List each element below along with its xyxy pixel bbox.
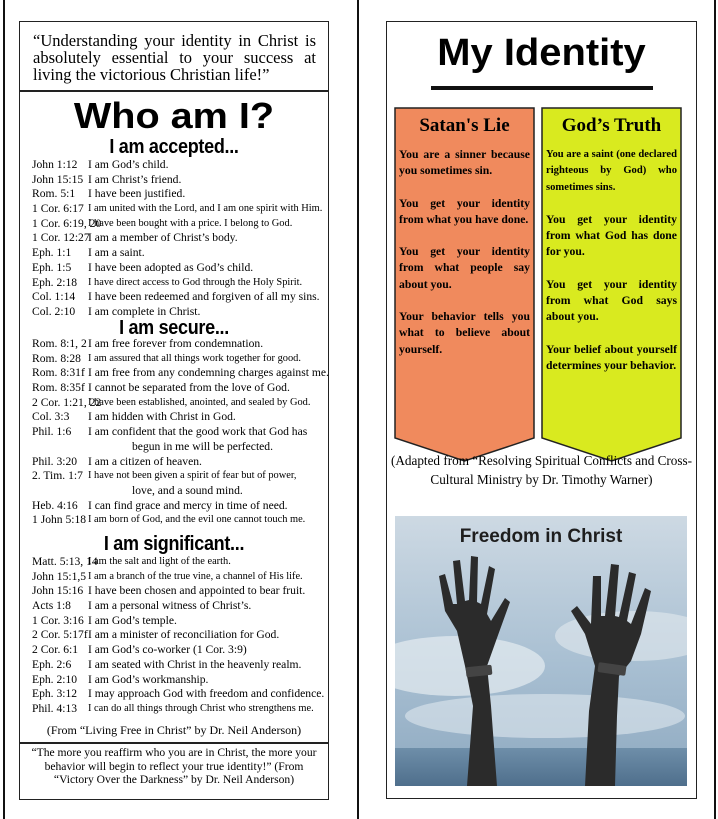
verse-text: I am Christ’s friend.: [88, 172, 182, 186]
truth-paragraph: Your belief about yourself determines your behavior.: [546, 342, 677, 372]
source-note: (From “Living Free in Christ” by Dr. Neil Anderson): [46, 723, 302, 737]
verse-reference: 1 Cor. 6:19, 20: [32, 216, 102, 230]
title-underline: [431, 86, 653, 90]
verse-text: I am confident that the good work that God has: [88, 425, 308, 439]
verse-reference: Eph. 2:6: [32, 657, 72, 671]
verse-reference: Matt. 5:13, 14: [32, 555, 98, 568]
verse-text: I have direct access to God through the Holy Spirit.: [88, 276, 303, 288]
verse-text: I am a minister of reconciliation for God.: [88, 628, 280, 642]
verse-reference: John 15:15: [32, 172, 84, 186]
verse-reference: 2 Cor. 6:1: [32, 643, 79, 657]
verse-row: [32, 584, 332, 599]
gods-truth-heading: God’s Truth: [561, 115, 662, 136]
verse-row: [32, 555, 332, 570]
verse-reference: Eph. 2:10: [32, 672, 78, 686]
freedom-in-christ-title: Freedom in Christ: [459, 526, 623, 547]
truth-paragraph: You get your identity from what God has done for you.: [546, 212, 677, 259]
verse-text: I am a member of Christ’s body.: [88, 231, 238, 245]
verse-text: I have been redeemed and forgiven of all my sins.: [88, 290, 320, 304]
adapted-note: (Adapted from “Resolving Spiritual Conflicts and Cross-Cultural Ministry by Dr. Timothy Warner): [390, 453, 693, 487]
lie-paragraph: You get your identity from what you have done.: [399, 196, 530, 226]
verse-row: [32, 290, 332, 305]
verse-reference: Heb. 4:16: [32, 498, 78, 512]
center-fold-line: [357, 0, 359, 819]
verse-reference: John 15:1,5: [32, 569, 87, 583]
verse-reference: Eph. 3:12: [32, 687, 78, 701]
verse-text: I am united with the Lord, and I am one spirit with Him.: [88, 203, 323, 215]
verse-row: [32, 276, 332, 291]
lie-paragraph: You are a sinner because you sometimes sin.: [399, 148, 530, 178]
verse-reference: Col. 3:3: [32, 410, 70, 424]
verse-row: [32, 570, 332, 585]
verse-row: [32, 366, 332, 381]
verse-row: [32, 261, 332, 276]
verse-text: I am hidden with Christ in God.: [88, 410, 236, 424]
verse-reference: Phil. 3:20: [32, 454, 78, 468]
verse-text: I am a branch of the true vine, a channel of His life.: [88, 570, 303, 582]
my-identity-panel: [386, 21, 697, 799]
verse-text: I can find grace and mercy in time of need.: [88, 498, 288, 512]
verse-row: [32, 469, 332, 484]
verse-row: [32, 687, 332, 702]
verses-secure: [32, 337, 332, 528]
verse-reference: [76, 484, 132, 499]
verse-row: [32, 628, 332, 643]
verse-text: I am God’s workmanship.: [88, 672, 209, 686]
verse-reference: Rom. 5:1: [32, 187, 76, 201]
verse-row: [32, 158, 332, 173]
quote-bottom: “The more you reaffirm who you are in Christ, the more your behavior will begin to reflect your true identity!” (From “Victory Over the Darkness” by Dr. Neil Anderson): [31, 746, 317, 786]
verse-text: I am God’s child.: [88, 158, 169, 171]
my-identity-title: My Identity: [437, 32, 646, 74]
section-heading-significant: I am significant...: [103, 531, 245, 555]
verse-row: [32, 658, 332, 673]
right-fold-line: [714, 0, 716, 819]
verse-reference: Col. 1:14: [32, 290, 76, 304]
quote-top: “Understanding your identity in Christ is absolutely essential to your success at living the victorious Christian life!”: [33, 31, 316, 84]
verse-row: [32, 352, 332, 367]
section-heading-accepted: I am accepted...: [109, 134, 239, 158]
verses-accepted: [32, 158, 332, 320]
divider-bottom: [20, 742, 328, 744]
verse-reference: Rom. 8:31f: [32, 366, 85, 380]
verse-text: I am a citizen of heaven.: [88, 454, 202, 468]
verse-reference: Rom. 8:35f: [32, 381, 85, 395]
verse-reference: 1 Cor. 6:17: [32, 202, 84, 216]
verse-text: I am born of God, and the evil one cannot touch me.: [88, 514, 306, 526]
verse-row: [32, 231, 332, 246]
verse-reference: Eph. 1:1: [32, 246, 72, 260]
verse-row: [32, 410, 332, 425]
verse-reference: Col. 2:10: [32, 304, 76, 318]
verse-text: I am complete in Christ.: [88, 304, 201, 318]
verse-text: love, and a sound mind.: [132, 483, 243, 497]
lie-paragraph: Your behavior tells you what to believe about yourself.: [399, 310, 530, 356]
verse-text: I am God’s temple.: [88, 613, 177, 627]
satans-lie-banner: [394, 107, 535, 462]
verse-row: [32, 173, 332, 188]
verse-text: I am free forever from condemnation.: [88, 337, 264, 350]
verse-text: I have been justified.: [88, 187, 186, 201]
satans-lie-text: [399, 147, 530, 374]
verse-row: [32, 513, 332, 528]
lie-paragraph: You get your identity from what people say about you.: [399, 245, 530, 291]
verse-text: I have been adopted as God’s child.: [88, 260, 254, 274]
verse-row: [32, 440, 332, 455]
truth-paragraph: You are a saint (one declared righteous by God) who sometimes sins.: [546, 149, 677, 193]
verses-significant: [32, 555, 332, 717]
verse-reference: 2 Cor. 1:21, 22: [32, 395, 102, 409]
verse-text: I cannot be separated from the love of God.: [88, 381, 290, 395]
verse-row: [32, 499, 332, 514]
verse-text: I have been established, anointed, and sealed by God.: [88, 396, 311, 408]
verse-row: [32, 425, 332, 440]
verse-reference: 1 Cor. 12:27: [32, 231, 90, 245]
verse-row: [32, 396, 332, 411]
raised-hands-image: [395, 516, 687, 786]
verse-row: [32, 217, 332, 232]
verse-reference: Eph. 1:5: [32, 260, 72, 274]
verse-reference: Rom. 8:28: [32, 351, 81, 365]
verse-row: [32, 187, 332, 202]
verse-row: [32, 673, 332, 688]
verse-row: [32, 614, 332, 629]
verse-row: [32, 484, 332, 499]
who-am-i-title: Who am I?: [73, 95, 275, 136]
gods-truth-banner: [541, 107, 682, 462]
verse-reference: 1 Cor. 3:16: [32, 613, 84, 627]
verse-text: I am God’s co-worker (1 Cor. 3:9): [88, 643, 247, 657]
verse-row: [32, 599, 332, 614]
verse-reference: John 1:12: [32, 158, 78, 171]
verse-text: I am a saint.: [88, 246, 145, 260]
gods-truth-text: [546, 147, 677, 390]
divider-top: [20, 90, 328, 92]
verse-row: [32, 643, 332, 658]
verse-text: I have not been given a spirit of fear but of power,: [88, 470, 297, 482]
freedom-photo: [395, 516, 687, 786]
verse-reference: Acts 1:8: [32, 599, 71, 613]
verse-text: I am seated with Christ in the heavenly realm.: [88, 657, 302, 671]
verse-reference: Rom. 8:1, 2: [32, 337, 87, 350]
verse-reference: [76, 440, 132, 455]
verse-text: I may approach God with freedom and confidence.: [88, 687, 325, 701]
verse-reference: 1 John 5:18: [32, 513, 87, 527]
section-heading-secure: I am secure...: [119, 315, 229, 339]
verse-text: begun in me will be perfected.: [132, 439, 274, 453]
verse-reference: Phil. 4:13: [32, 701, 78, 715]
satans-lie-heading: Satan's Lie: [419, 115, 510, 136]
verse-reference: Eph. 2:18: [32, 275, 78, 289]
verse-reference: 2. Tim. 1:7: [32, 469, 83, 483]
verse-row: [32, 246, 332, 261]
verse-text: I am a personal witness of Christ’s.: [88, 599, 252, 613]
verse-row: [32, 702, 332, 717]
verse-reference: Phil. 1:6: [32, 425, 72, 439]
who-am-i-panel: [19, 21, 329, 800]
verse-row: [32, 202, 332, 217]
verse-text: I can do all things through Christ who strengthens me.: [88, 702, 314, 714]
verse-text: I am the salt and light of the earth.: [88, 556, 231, 567]
verse-row: [32, 455, 332, 470]
verse-row: [32, 337, 332, 352]
verse-text: I am assured that all things work together for good.: [88, 352, 301, 364]
verse-text: I am free from any condemning charges against me.: [88, 366, 329, 380]
verse-row: [32, 381, 332, 396]
verse-text: I have been chosen and appointed to bear fruit.: [88, 584, 306, 598]
verse-text: I have been bought with a price. I belong to God.: [88, 217, 293, 229]
verse-reference: John 15:16: [32, 584, 84, 598]
truth-paragraph: You get your identity from what God says about you.: [546, 277, 677, 324]
verse-reference: 2 Cor. 5:17f: [32, 628, 88, 642]
